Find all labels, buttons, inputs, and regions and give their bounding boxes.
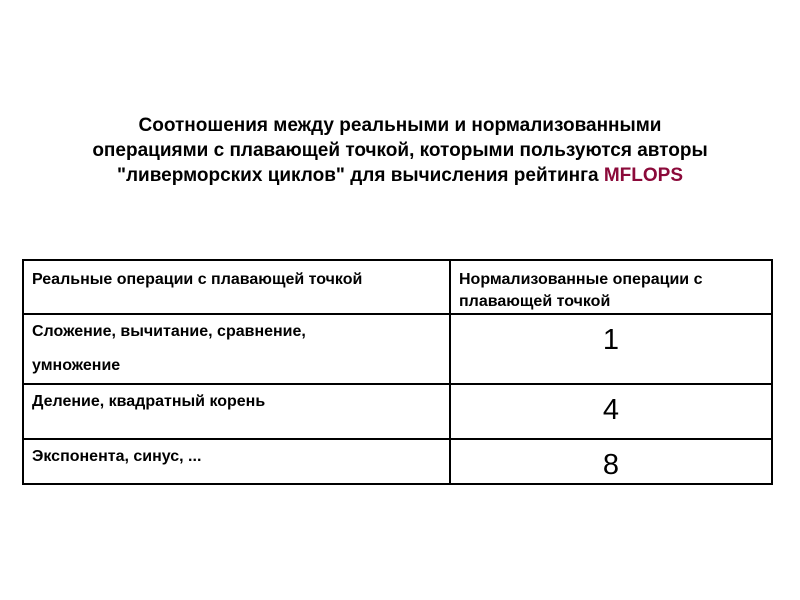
header-normalized-operations: Нормализованные операции с плавающей точкой	[450, 260, 772, 314]
operations-table	[22, 259, 773, 485]
operation-text-continued: умножение	[32, 357, 121, 374]
slide-title	[20, 113, 780, 188]
table-row	[23, 439, 772, 484]
title-line-3	[20, 163, 780, 188]
operation-text: Деление, квадратный корень	[32, 393, 266, 410]
operation-text: Сложение, вычитание, сравнение,	[32, 323, 306, 340]
operation-cell	[23, 384, 450, 439]
title-line-1: Соотношения между реальными и нормализованными	[138, 115, 662, 136]
title-line-3-text: "ливерморских циклов" для вычисления рейтинга	[116, 165, 604, 186]
title-line-2: операциями с плавающей точкой, которыми пользуются авторы	[92, 140, 708, 161]
header-real-operations: Реальные операции с плавающей точкой	[23, 260, 450, 314]
title-accent-mflops: MFLOPS	[603, 165, 684, 186]
normalized-value: 1	[450, 314, 772, 384]
normalized-value: 8	[450, 439, 772, 484]
normalized-value: 4	[450, 384, 772, 439]
operation-cell	[23, 439, 450, 484]
table-header-row	[23, 260, 772, 314]
operation-cell	[23, 314, 450, 384]
operation-text: Экспонента, синус, ...	[32, 448, 202, 465]
table-row	[23, 384, 772, 439]
table-row	[23, 314, 772, 384]
